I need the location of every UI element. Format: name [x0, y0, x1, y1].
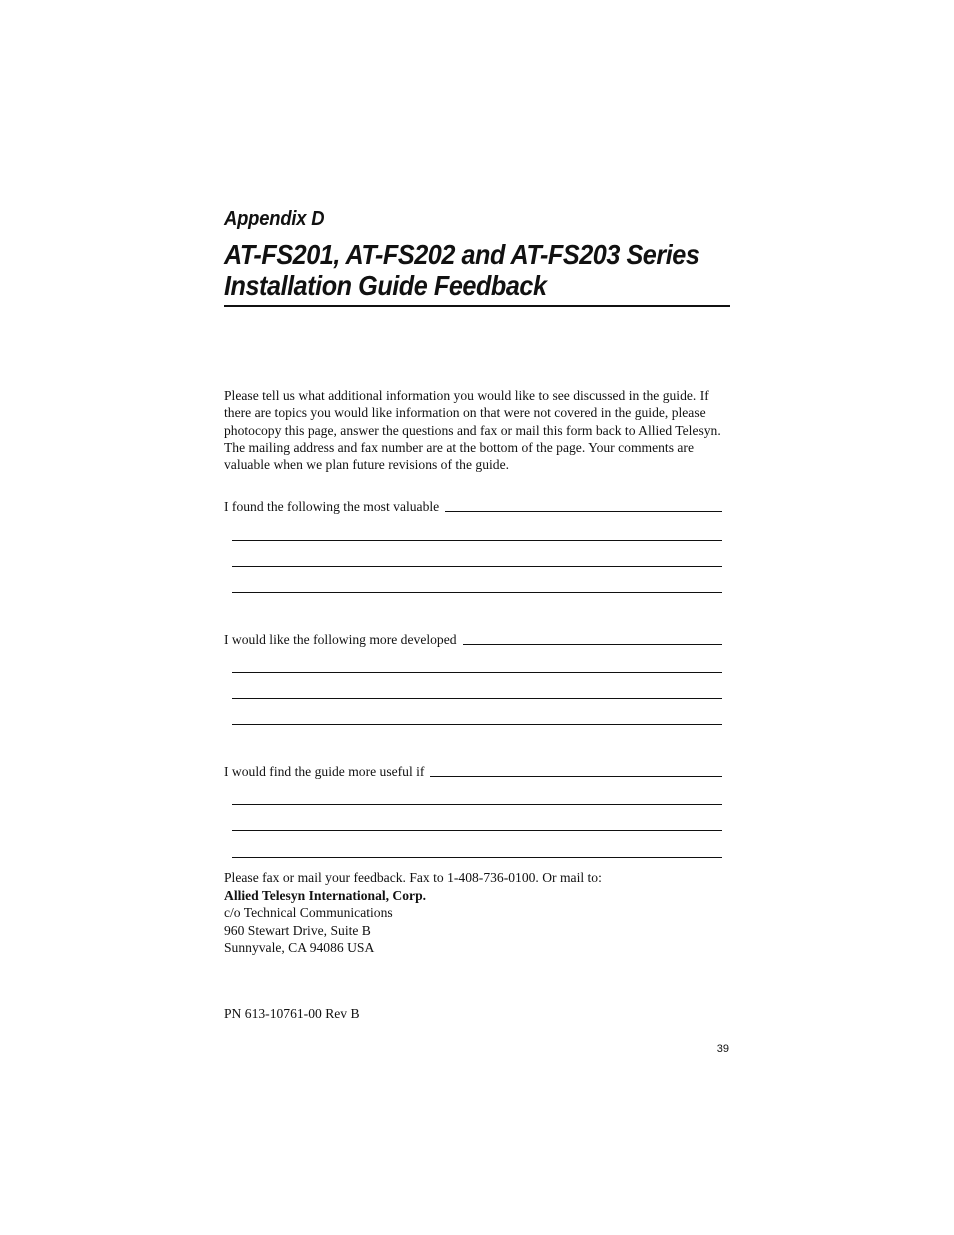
appendix-label: Appendix D [224, 208, 325, 230]
address-line: c/o Technical Communications [224, 905, 393, 920]
answer-line[interactable] [232, 804, 722, 805]
question-label: I would like the following more developed [224, 632, 457, 647]
answer-blank[interactable] [463, 644, 722, 645]
question-more-useful [224, 762, 722, 780]
answer-line[interactable] [232, 698, 722, 699]
contact-instructions: Please fax or mail your feedback. Fax to 1-408-736-0100. Or mail to: [224, 870, 602, 885]
page-title [224, 239, 700, 301]
question-more-developed [224, 630, 722, 648]
intro-paragraph: Please tell us what additional information you would like to see discussed in the guide. If there are topics you would like information on that were not covered in the guide, please photocopy this page, answer the questions and fax or mail this form back to Allied Telesyn. The mailing address and fax number are at the bottom of the page. Your comments are valuable when we plan future revisions of the guide. [224, 388, 721, 473]
question-label: I would find the guide more useful if [224, 764, 425, 779]
answer-line[interactable] [232, 724, 722, 725]
title-line-1: AT-FS201, AT-FS202 and AT-FS203 Series [224, 239, 700, 270]
contact-block [224, 869, 730, 957]
answer-line[interactable] [232, 540, 722, 541]
page-number: 39 [716, 1043, 729, 1055]
title-line-2: Installation Guide Feedback [224, 270, 547, 301]
title-rule [224, 305, 730, 307]
answer-line[interactable] [232, 857, 722, 858]
question-most-valuable [224, 497, 722, 515]
address-line: 960 Stewart Drive, Suite B [224, 922, 371, 938]
question-label: I found the following the most valuable [224, 499, 440, 514]
company-name: Allied Telesyn International, Corp. [224, 887, 427, 903]
answer-blank[interactable] [445, 511, 722, 512]
address-line: Sunnyvale, CA 94086 USA [224, 940, 375, 955]
heading-block [224, 205, 730, 301]
answer-line[interactable] [232, 566, 722, 567]
answer-line[interactable] [232, 592, 722, 593]
answer-blank[interactable] [430, 776, 722, 777]
part-number: PN 613-10761-00 Rev B [224, 1006, 360, 1021]
answer-line[interactable] [232, 672, 722, 673]
answer-line[interactable] [232, 830, 722, 831]
